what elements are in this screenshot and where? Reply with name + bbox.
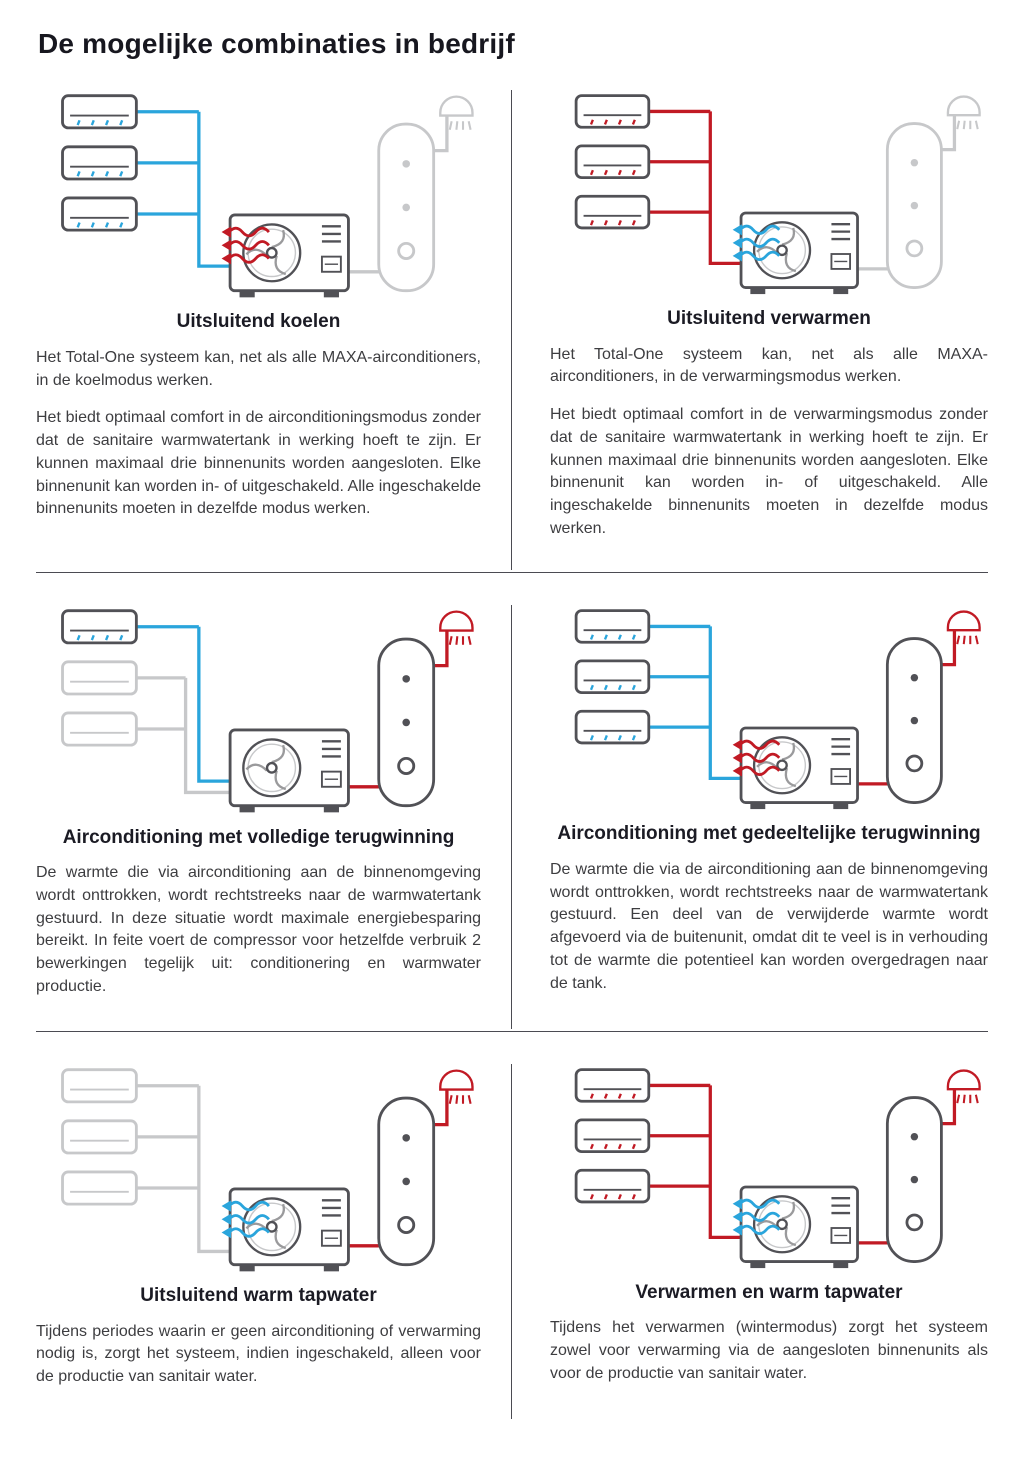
section-title: Verwarmen en warm tapwater <box>635 1281 903 1303</box>
fan-icon <box>243 1198 300 1255</box>
shower-icon <box>948 612 980 645</box>
section-paragraph: Het Total-One systeem kan, net als alle MAXA-airconditioners, in de koelmodus werken. <box>36 348 481 389</box>
diagram-cooling-only <box>36 90 481 300</box>
refrigerant-pipes <box>649 627 749 779</box>
section-paragraph: De warmte die via airconditioning aan de binnenomgeving wordt onttrokken, wordt rechtstreeks naar de warmwatertank gestuurd. In deze situatie wordt maximale energiebesparing bereikt. In feite voert de compressor voor hetzelfde verbruik 2 bewerkingen tegelijk uit: conditionering en warmwater productie. <box>36 864 481 995</box>
indoor-unit <box>576 1120 649 1152</box>
outdoor-unit <box>741 1187 857 1268</box>
shower-icon <box>948 1070 980 1103</box>
water-tank <box>887 1097 941 1261</box>
section-dhw-only <box>34 1064 512 1419</box>
diagram-svg <box>36 605 481 815</box>
diagram-svg <box>550 90 988 297</box>
fan-icon <box>243 224 300 281</box>
section-partial-recovery <box>512 605 990 1028</box>
section-title: Uitsluitend warm tapwater <box>140 1284 377 1306</box>
section-title: Uitsluitend koelen <box>176 311 341 333</box>
indoor-unit <box>63 662 137 694</box>
indoor-unit <box>576 712 649 744</box>
water-tank <box>887 124 941 288</box>
indoor-unit <box>576 1069 649 1101</box>
shower-icon <box>440 612 472 645</box>
row-2 <box>34 605 990 1028</box>
shower-icon <box>948 97 980 130</box>
section-paragraph: Tijdens het verwarmen (wintermodus) zorgt het systeem zowel voor verwarming via de aangesloten binnenunits als voor de productie van sanitair water. <box>550 1319 988 1382</box>
indoor-unit <box>63 1069 137 1101</box>
water-tank <box>379 639 434 806</box>
section-title: Airconditioning met gedeeltelijke terugwinning <box>557 823 981 845</box>
diagram-svg <box>36 1064 481 1274</box>
section-heating-and-dhw <box>512 1064 990 1419</box>
indoor-unit <box>576 1170 649 1202</box>
outdoor-unit <box>741 213 857 294</box>
outdoor-unit <box>230 1189 348 1271</box>
section-full-recovery <box>34 605 512 1028</box>
indoor-unit <box>63 1172 137 1204</box>
indoor-unit <box>576 196 649 228</box>
fan-icon <box>754 1196 810 1252</box>
water-tank <box>379 124 434 291</box>
diagram-heating-only <box>550 90 988 297</box>
indoor-unit <box>63 96 137 128</box>
indoor-unit <box>63 713 137 745</box>
section-cooling-only <box>34 90 512 570</box>
refrigerant-pipes <box>136 112 237 266</box>
section-paragraph: Het biedt optimaal comfort in de verwarmingsmodus zonder dat de sanitaire warmwatertank in werking hoeft te zijn. Er kunnen maximaal drie binnenunits worden aangesloten. Elke binnenunit kan worden in- of uitgeschakeld. Alle ingeschakelde binnenunits moeten in dezelfde modus werken. <box>550 406 988 537</box>
refrigerant-pipes <box>649 111 749 263</box>
diagram-heating-and-dhw <box>550 1064 988 1271</box>
outdoor-unit <box>741 728 857 809</box>
section-paragraph: Tijdens periodes waarin er geen airconditioning of verwarming nodig is, zorgt het systeem, indien ingeschakeld, alleen voor de productie van sanitair water. <box>36 1322 481 1385</box>
section-title: Airconditioning met volledige terugwinning <box>62 826 455 848</box>
section-paragraph: Het Total-One systeem kan, net als alle MAXA-airconditioners, in de verwarmingsmodus werken. <box>550 345 988 386</box>
indoor-unit <box>576 661 649 693</box>
diagram-svg <box>550 1064 988 1271</box>
indoor-unit <box>576 611 649 643</box>
row-divider <box>36 1031 988 1032</box>
water-tank <box>379 1098 434 1265</box>
diagram-svg <box>550 605 988 812</box>
section-paragraph: De warmte die via de airconditioning aan de binnenomgeving wordt onttrokken, wordt rechtstreeks naar de warmwatertank gestuurd. Een deel van de verwijderde warmte wordt afgevoerd via de buitenunit, omdat dit te veel is in verhouding tot de warmte die potentieel kan worden overgedragen naar de tank. <box>550 861 988 992</box>
diagram-full-recovery <box>36 605 481 815</box>
outdoor-unit <box>230 730 348 812</box>
indoor-unit <box>63 1120 137 1152</box>
indoor-unit <box>576 96 649 128</box>
fan-icon <box>243 740 300 797</box>
shower-icon <box>440 97 472 130</box>
indoor-unit <box>63 611 137 643</box>
shower-icon <box>440 1070 472 1103</box>
diagram-partial-recovery <box>550 605 988 812</box>
diagram-svg <box>36 90 481 300</box>
fan-icon <box>754 222 810 278</box>
row-3 <box>34 1064 990 1419</box>
indoor-unit <box>63 198 137 230</box>
row-divider <box>36 572 988 573</box>
section-paragraph: Het biedt optimaal comfort in de airconditioningsmodus zonder dat de sanitaire warmwatertank in werking hoeft te zijn. Er kunnen maximaal drie binnenunits worden aangesloten. Elke binnenunit kan worden in- of uitgeschakeld. Alle ingeschakelde binnenunits moeten in dezelfde modus werken. <box>36 409 481 518</box>
inactive-pipes <box>136 678 237 793</box>
inactive-pipes <box>136 1085 237 1251</box>
refrigerant-pipes <box>649 1085 749 1237</box>
indoor-unit <box>576 146 649 178</box>
section-title: Uitsluitend verwarmen <box>667 307 871 329</box>
outdoor-unit <box>230 215 348 297</box>
fan-icon <box>754 738 810 794</box>
diagram-dhw-only <box>36 1064 481 1274</box>
row-1 <box>34 90 990 570</box>
indoor-unit <box>63 147 137 179</box>
water-tank <box>887 639 941 803</box>
page-title: De mogelijke combinaties in bedrijf <box>38 28 515 59</box>
section-heating-only <box>512 90 990 570</box>
